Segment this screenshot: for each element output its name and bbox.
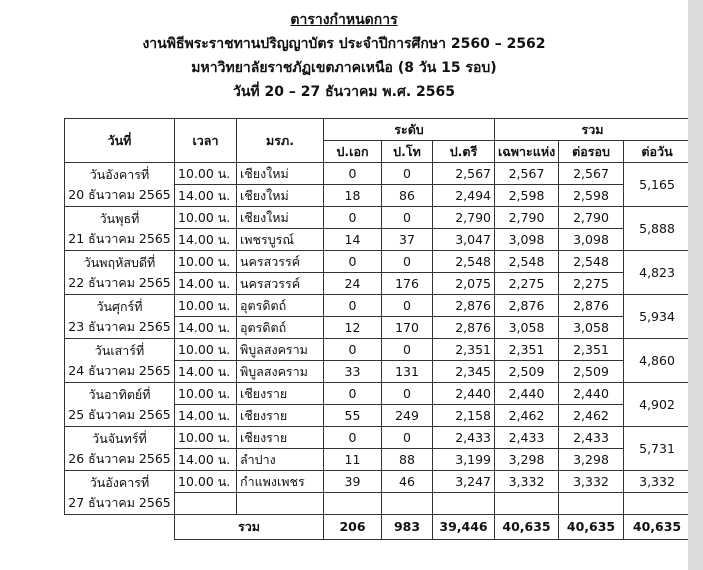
bachelor-cell-empty [433,493,495,515]
phd-cell: 0 [324,163,382,185]
day-date: 21 ธันวาคม 2565 [68,230,171,246]
totals-per-day: 40,635 [624,515,691,540]
master-cell: 170 [382,317,433,339]
time-cell: 10.00 น. [175,207,237,229]
master-cell: 0 [382,163,433,185]
time-cell: 10.00 น. [175,163,237,185]
master-cell: 0 [382,427,433,449]
bachelor-cell: 2,876 [433,317,495,339]
bachelor-cell: 2,433 [433,427,495,449]
bachelor-cell: 2,440 [433,383,495,405]
phd-cell: 0 [324,251,382,273]
header-time: เวลา [175,119,237,163]
time-cell: 14.00 น. [175,185,237,207]
table-row [65,163,691,185]
header-per-round: ต่อรอบ [559,141,624,163]
day-cell [65,295,175,339]
phd-cell-empty [324,493,382,515]
specific-cell: 2,876 [495,295,559,317]
day-cell [65,163,175,207]
master-cell: 86 [382,185,433,207]
university-cell: เชียงราย [237,383,324,405]
master-cell: 88 [382,449,433,471]
per-round-cell: 2,598 [559,185,624,207]
university-cell: กำแพงเพชร [237,471,324,493]
per-day-cell: 4,902 [624,383,691,427]
per-round-cell: 2,462 [559,405,624,427]
header-university: มรภ. [237,119,324,163]
specific-cell: 2,790 [495,207,559,229]
table-row [65,251,691,273]
per-day-cell: 3,332 [624,471,691,493]
day-name: วันพุธที่ [99,210,140,226]
master-cell: 176 [382,273,433,295]
day-date: 20 ธันวาคม 2565 [68,186,171,202]
time-cell: 14.00 น. [175,229,237,251]
bachelor-cell: 2,075 [433,273,495,295]
table-row [65,471,691,493]
title-dates: วันที่ 20 – 27 ธันวาคม พ.ศ. 2565 [232,84,456,100]
day-date: 23 ธันวาคม 2565 [68,318,171,334]
time-cell: 10.00 น. [175,339,237,361]
per-round-cell: 2,351 [559,339,624,361]
table-row [65,383,691,405]
master-cell: 46 [382,471,433,493]
per-round-cell: 2,790 [559,207,624,229]
specific-cell: 2,351 [495,339,559,361]
phd-cell: 24 [324,273,382,295]
specific-cell: 2,548 [495,251,559,273]
phd-cell: 0 [324,295,382,317]
totals-label: รวม [175,515,324,540]
specific-cell: 2,567 [495,163,559,185]
totals-per-round: 40,635 [559,515,624,540]
university-cell: เชียงใหม่ [237,163,324,185]
day-date: 25 ธันวาคม 2565 [68,406,171,422]
header-per-day: ต่อวัน [624,141,691,163]
master-cell: 0 [382,251,433,273]
specific-cell: 2,275 [495,273,559,295]
bachelor-cell: 2,790 [433,207,495,229]
day-date: 22 ธันวาคม 2565 [68,274,171,290]
day-name: วันอังคารที่ [89,474,150,490]
totals-bachelor: 39,446 [433,515,495,540]
day-cell [65,471,175,515]
totals-spacer [65,515,175,540]
university-cell: เชียงใหม่ [237,185,324,207]
time-cell: 10.00 น. [175,295,237,317]
time-cell-empty [175,493,237,515]
specific-cell: 2,598 [495,185,559,207]
per-day-cell: 4,823 [624,251,691,295]
bachelor-cell: 2,548 [433,251,495,273]
per-round-cell: 2,548 [559,251,624,273]
master-cell: 0 [382,295,433,317]
university-cell: เชียงราย [237,405,324,427]
master-cell: 249 [382,405,433,427]
per-round-cell: 2,876 [559,295,624,317]
per-round-cell: 2,509 [559,361,624,383]
header-day: วันที่ [65,119,175,163]
title-schedule: ตารางกำหนดการ [290,12,398,28]
time-cell: 10.00 น. [175,427,237,449]
totals-phd: 206 [324,515,382,540]
table-row [65,427,691,449]
phd-cell: 0 [324,207,382,229]
phd-cell: 14 [324,229,382,251]
per-day-cell: 4,860 [624,339,691,383]
right-edge-strip [688,0,703,570]
bachelor-cell: 2,876 [433,295,495,317]
table-row [65,207,691,229]
university-cell: ลำปาง [237,449,324,471]
table-row [65,295,691,317]
per-round-cell: 2,275 [559,273,624,295]
time-cell: 14.00 น. [175,361,237,383]
per-round-cell: 3,298 [559,449,624,471]
university-cell: นครสวรรค์ [237,273,324,295]
university-cell: พิบูลสงคราม [237,361,324,383]
bachelor-cell: 2,158 [433,405,495,427]
day-name: วันอาทิตย์ที่ [88,386,151,402]
day-cell [65,339,175,383]
per-day-cell: 5,888 [624,207,691,251]
master-cell: 37 [382,229,433,251]
master-cell: 0 [382,207,433,229]
per-day-cell: 5,165 [624,163,691,207]
time-cell: 14.00 น. [175,273,237,295]
university-cell: อุตรดิตถ์ [237,295,324,317]
bachelor-cell: 3,247 [433,471,495,493]
day-name: วันศุกร์ที่ [96,298,143,314]
phd-cell: 0 [324,339,382,361]
phd-cell: 11 [324,449,382,471]
master-cell: 0 [382,383,433,405]
bachelor-cell: 3,047 [433,229,495,251]
time-cell: 10.00 น. [175,383,237,405]
time-cell: 14.00 น. [175,405,237,427]
per-day-cell: 5,934 [624,295,691,339]
time-cell: 10.00 น. [175,251,237,273]
header-total-group: รวม [495,119,691,141]
per-round-cell-empty [559,493,624,515]
bachelor-cell: 2,351 [433,339,495,361]
phd-cell: 0 [324,383,382,405]
specific-cell-empty [495,493,559,515]
day-cell [65,251,175,295]
specific-cell: 2,433 [495,427,559,449]
header-phd: ป.เอก [324,141,382,163]
day-name: วันเสาร์ที่ [94,342,145,358]
per-round-cell: 2,440 [559,383,624,405]
specific-cell: 3,058 [495,317,559,339]
time-cell: 14.00 น. [175,317,237,339]
header-specific: เฉพาะแห่ง [495,141,559,163]
phd-cell: 39 [324,471,382,493]
time-cell: 10.00 น. [175,471,237,493]
specific-cell: 3,298 [495,449,559,471]
specific-cell: 2,509 [495,361,559,383]
day-date: 24 ธันวาคม 2565 [68,362,171,378]
master-cell: 131 [382,361,433,383]
bachelor-cell: 3,199 [433,449,495,471]
bachelor-cell: 2,494 [433,185,495,207]
title-ceremony: งานพิธีพระราชทานปริญญาบัตร ประจำปีการศึกษา 2560 – 2562 [142,36,546,52]
phd-cell: 55 [324,405,382,427]
header-level: ระดับ [324,119,495,141]
per-day-cell-empty [624,493,691,515]
phd-cell: 0 [324,427,382,449]
specific-cell: 2,462 [495,405,559,427]
document-title-block [0,8,688,104]
totals-specific: 40,635 [495,515,559,540]
per-round-cell: 3,332 [559,471,624,493]
per-round-cell: 2,433 [559,427,624,449]
university-cell: เชียงราย [237,427,324,449]
university-cell-empty [237,493,324,515]
university-cell: เพชรบูรณ์ [237,229,324,251]
header-bachelor: ป.ตรี [433,141,495,163]
day-date: 26 ธันวาคม 2565 [68,450,171,466]
specific-cell: 3,332 [495,471,559,493]
per-day-cell: 5,731 [624,427,691,471]
phd-cell: 33 [324,361,382,383]
day-name: วันจันทร์ที่ [92,430,147,446]
day-name: วันอังคารที่ [89,166,150,182]
phd-cell: 12 [324,317,382,339]
schedule-table [64,118,691,540]
title-universities: มหาวิทยาลัยราชภัฏเขตภาคเหนือ (8 วัน 15 รอบ) [191,60,497,76]
time-cell: 14.00 น. [175,449,237,471]
university-cell: นครสวรรค์ [237,251,324,273]
bachelor-cell: 2,345 [433,361,495,383]
specific-cell: 3,098 [495,229,559,251]
day-name: วันพฤหัสบดีที่ [83,254,156,270]
day-date: 27 ธันวาคม 2565 [68,494,171,510]
university-cell: เชียงใหม่ [237,207,324,229]
totals-row [65,515,691,540]
university-cell: อุตรดิตถ์ [237,317,324,339]
day-cell [65,427,175,471]
master-cell-empty [382,493,433,515]
day-cell [65,207,175,251]
header-master: ป.โท [382,141,433,163]
bachelor-cell: 2,567 [433,163,495,185]
totals-master: 983 [382,515,433,540]
per-round-cell: 2,567 [559,163,624,185]
university-cell: พิบูลสงคราม [237,339,324,361]
master-cell: 0 [382,339,433,361]
per-round-cell: 3,058 [559,317,624,339]
table-row [65,339,691,361]
day-cell [65,383,175,427]
phd-cell: 18 [324,185,382,207]
per-round-cell: 3,098 [559,229,624,251]
specific-cell: 2,440 [495,383,559,405]
